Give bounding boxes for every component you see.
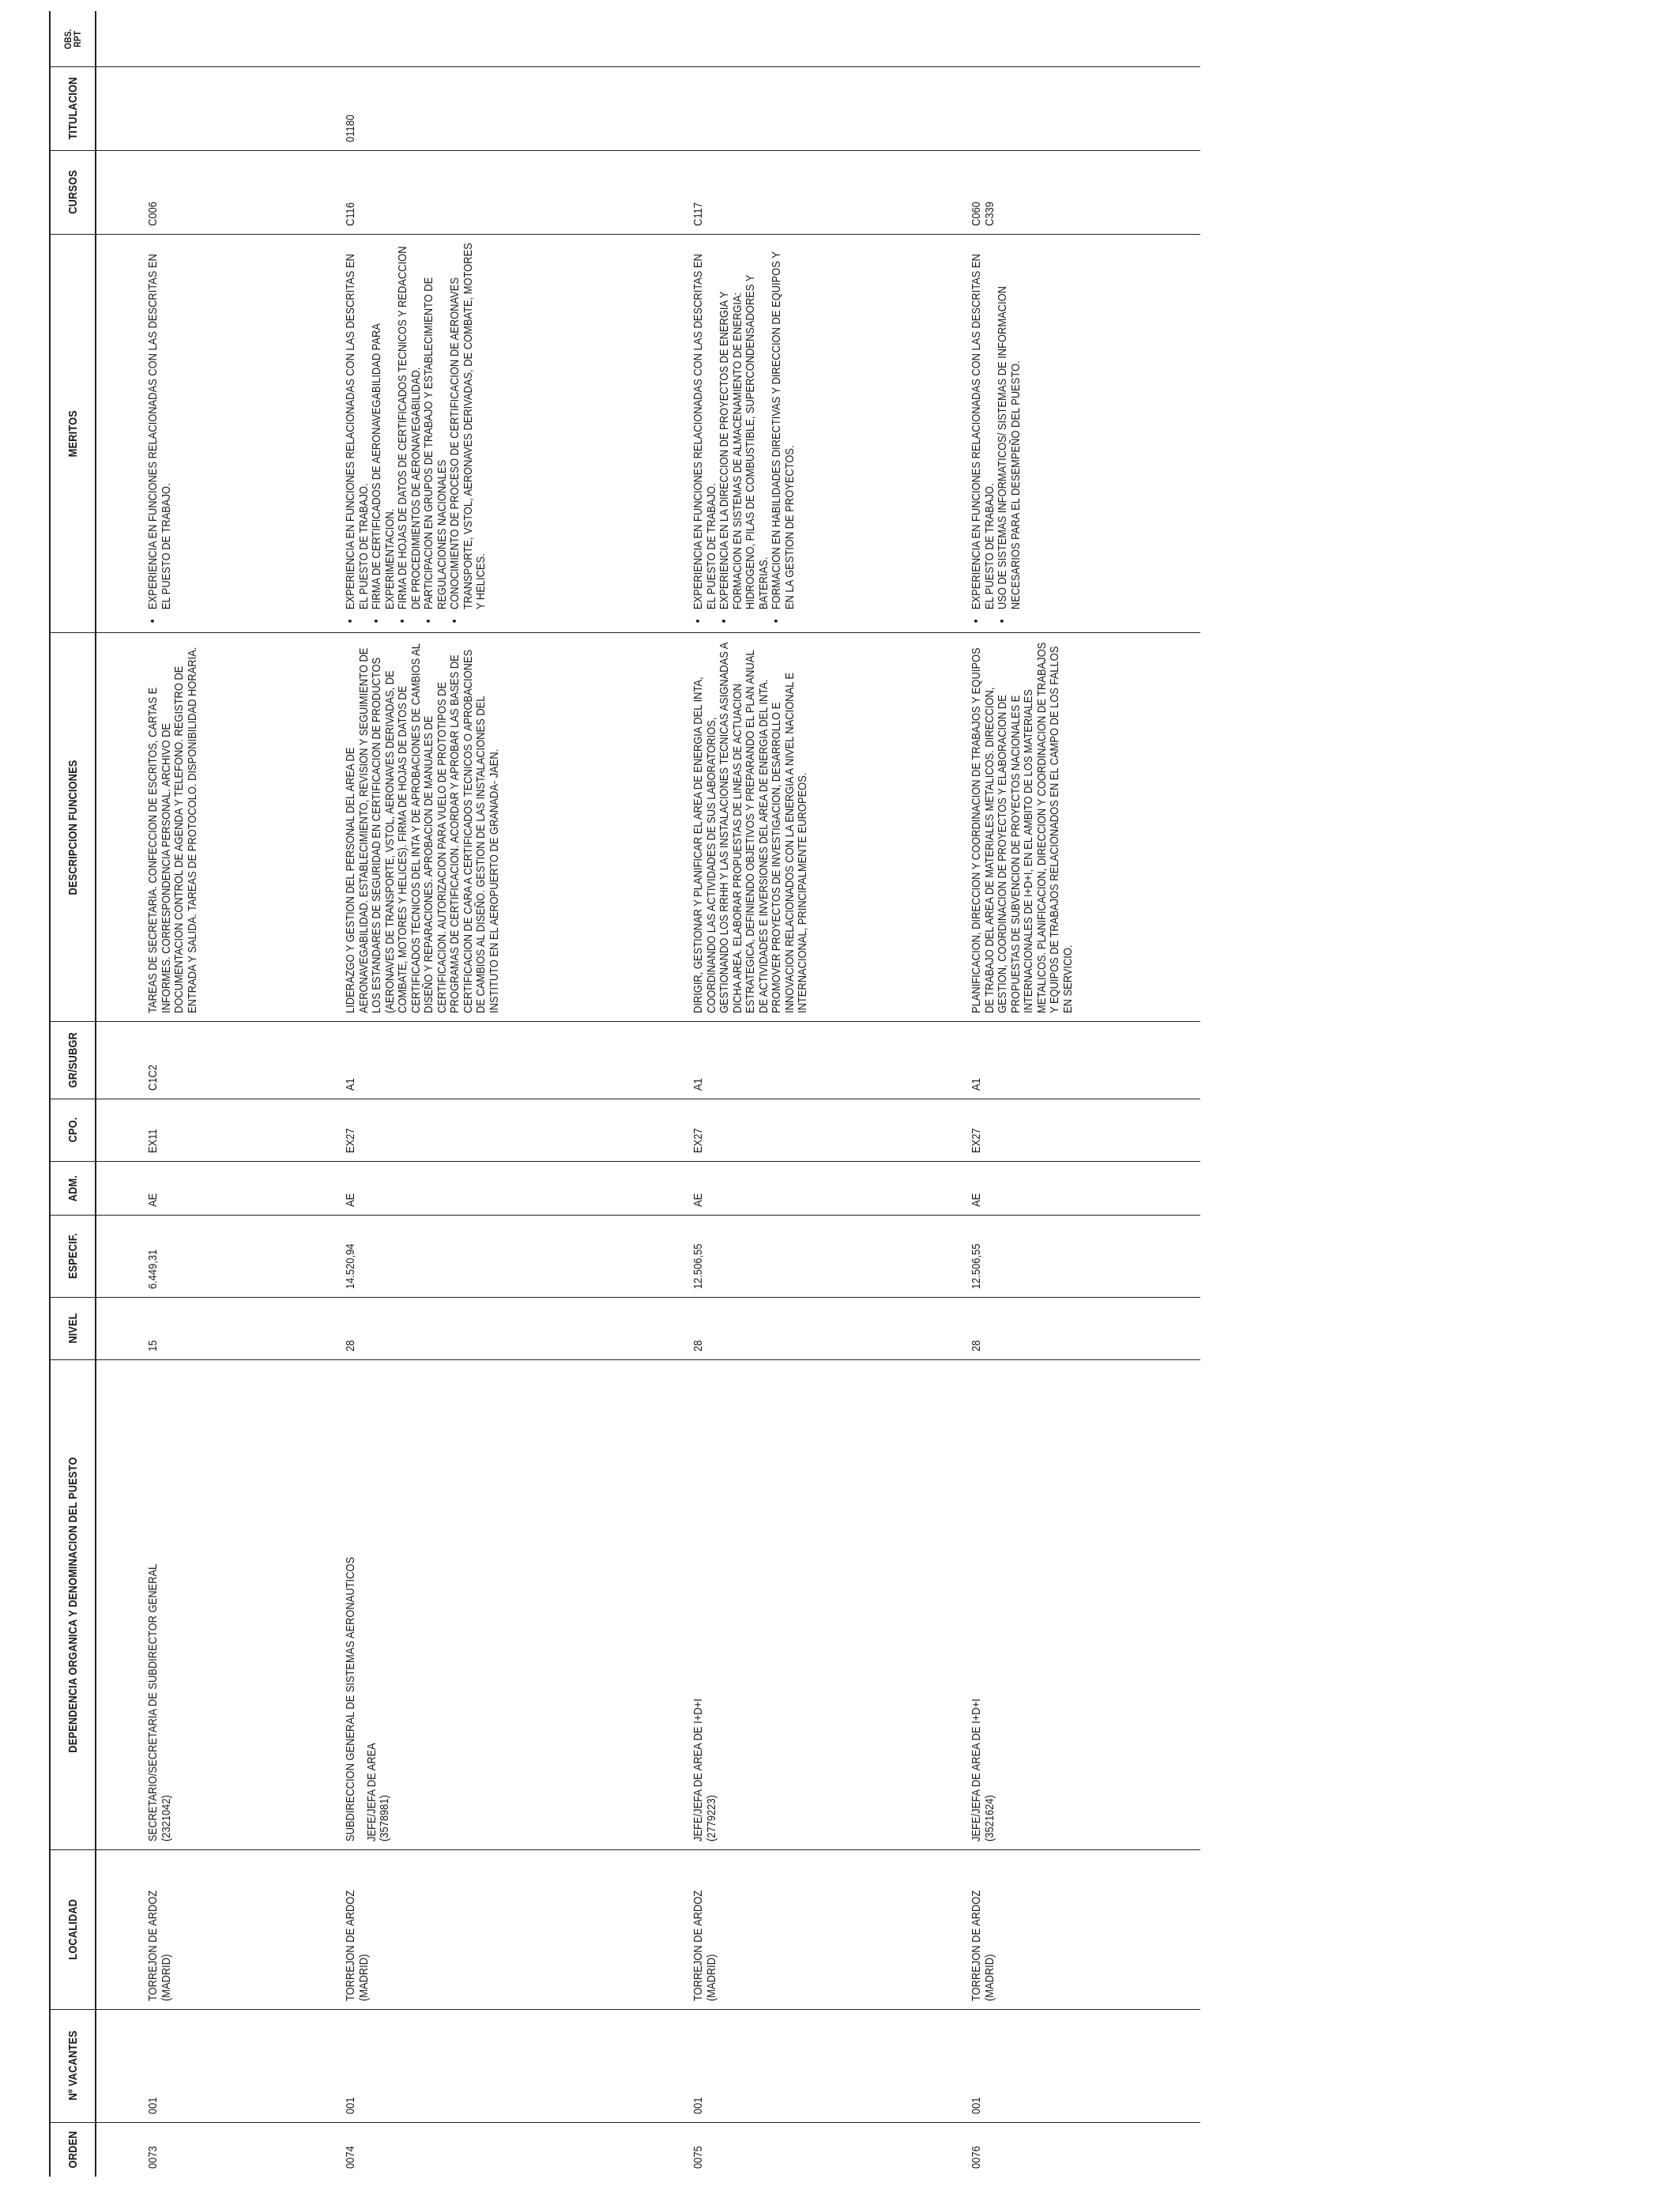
cell-adm (294, 1161, 642, 1216)
header-obs-line2: RPT (72, 30, 83, 47)
vacantes-value: 001 (970, 2097, 983, 2114)
table-row (96, 11, 294, 2177)
cpo-value: EX27 (344, 1128, 357, 1153)
header-obs-line1: OBS. (62, 28, 73, 49)
nivel-value: 28 (691, 1340, 705, 1351)
header-titulacion: TITULACION (50, 73, 96, 145)
puesto-code: (2321042) (159, 1795, 173, 1842)
cell-especif (294, 1216, 642, 1298)
localidad-line2: (MADRID) (356, 1954, 371, 2001)
curso-code: C116 (344, 202, 357, 226)
cpo-value: EX27 (970, 1128, 983, 1153)
puesto-code: (3521624) (982, 1795, 996, 1842)
cell-nivel (96, 1297, 294, 1359)
cell-especif (920, 1216, 1200, 1298)
descripcion-text: PLANIFICACION, DIRECCION Y COORDINACION DE TRABAJOS Y EQUIPOS DE TRABAJO DEL AREA DE MATERIALES METALICOS. DIRECCION, GESTION, COORDINACION DE PROYECTOS Y ELABORACION DE PROPUESTAS DE SUBVENCION DE PROYECTOS NACIONALES E INTERNACIONALES DE I+D+I, EN EL AMBITO DE LOS MATERIALES METALICOS. PLANIFICACION, DIRECCION Y COORDINACION DE TRABAJOS Y EQUIPOS DE TRABAJOS RELACIONADOS EN EL CAMPO DE LOS FALLOS EN SERVICIO. (970, 642, 1075, 1014)
table-row (294, 11, 642, 2177)
cell-localidad (294, 1850, 642, 2009)
cell-descripcion (642, 633, 920, 1022)
table-row (642, 11, 920, 2177)
cell-orden (294, 2123, 642, 2177)
puesto-name: SECRETARIO/SECRETARIA DE SUBDIRECTOR GENERAL (146, 1564, 160, 1842)
curso-code: C339 (982, 202, 996, 226)
puesto-code: (2779223) (704, 1795, 718, 1842)
cell-vacantes (642, 2009, 920, 2122)
header-especif: ESPECIF. (50, 1221, 96, 1291)
orden-value: 0074 (344, 2146, 357, 2169)
cell-cpo (294, 1099, 642, 1161)
cell-nivel (294, 1297, 642, 1359)
cell-nivel (920, 1297, 1200, 1359)
merito-item: • FIRMA DE CERTIFICADOS DE AERONAVEGABILIDAD PARA EXPERIMENTACION. (371, 242, 397, 609)
adm-value: AE (146, 1193, 160, 1208)
merito-item: • EXPERIENCIA EN FUNCIONES RELACIONADAS CON LAS DESCRITAS EN EL PUESTO DE TRABAJO. (147, 242, 173, 609)
cell-descripcion (920, 633, 1200, 1022)
cell-orden (96, 2123, 294, 2177)
cell-titulacion (294, 67, 642, 151)
cell-vacantes (294, 2009, 642, 2122)
cell-meritos (920, 234, 1200, 632)
cursos-list (345, 157, 358, 226)
adm-value: AE (344, 1193, 357, 1208)
cell-titulacion (642, 67, 920, 151)
cell-obs (920, 11, 1200, 67)
cell-meritos (642, 234, 920, 632)
cell-localidad (96, 1850, 294, 2009)
grsubgr-value: C1C2 (146, 1064, 160, 1091)
header-dependencia: DEPENDENCIA ORGANICA Y DENOMINACION DEL PUESTO (50, 1394, 96, 1816)
localidad-line2: (MADRID) (982, 1954, 996, 2001)
puesto-name: JEFE/JEFA DE AREA (364, 1743, 379, 1842)
merito-item: • CONOCIMIENTO DE PROCESO DE CERTIFICACION DE AERONAVES TRANSPORTE, VSTOL, AERONAVES DERIVADAS, DE COMBATE, MOTORES Y HELICES. (449, 242, 488, 609)
cpo-value: EX27 (691, 1128, 705, 1153)
cell-cursos (642, 151, 920, 235)
cursos-list (692, 157, 706, 226)
header-cpo: CPO. (50, 1103, 96, 1157)
grsubgr-value: A1 (344, 1077, 357, 1091)
vacantes-value: 001 (691, 2097, 705, 2114)
cell-descripcion (96, 633, 294, 1022)
especif-value: 12.506,55 (691, 1243, 705, 1289)
descripcion-text: LIDERAZGO Y GESTION DEL PERSONAL DEL AREA DE AERONAVEGABILIDAD. ESTABLECIMIENTO, REVISION Y SEGUIMIENTO DE LOS ESTANDARES DE SEGURIDAD EN CERTIFICACION DE PRODUCTOS (AERONAVES DE TRANSPORTE, VSTOL, AERONAVES DERIVADAS, DE COMBATE, MOTORES Y HELICES). FIRMA DE HOJAS DE DATOS DE CERTIFICADOS TECNICOS DEL INTA Y DE APROBACIONES DE CAMBIOS AL DISEÑO Y REPARACIONES. APROBACION DE MANUALES DE CERTIFICACION. AUTORIZACION PARA VUELO DE PROTOTIPOS DE PROGRAMAS DE CERTIFICACION. ACORDAR Y APROBAR LAS BASES DE CERTIFICACION DE CARA A CERTIFICADOS TECNICOS O APROBACIONES DE CAMBIOS AL DISEÑO. GESTION DE LAS INSTALACIONES DEL INSTITUTO EN EL AEROPUERTO DE GRANADA- JAEN. (344, 643, 501, 1014)
cell-dependencia (96, 1359, 294, 1850)
cell-obs (96, 11, 294, 67)
descripcion-text: DIRIGIR, GESTIONAR Y PLANIFICAR EL AREA DE ENERGIA DEL INTA, COORDINANDO LAS ACTIVIDADES DE SUS LABORATORIOS, GESTIONANDO LOS RRHH Y LAS INSTALACIONES TECNICAS ASIGNADAS A DICHA AREA. ELABORAR PROPUESTAS DE LINEAS DE ACTUACION ESTRATEGICA, DEFINIENDO OBJETIVOS Y PREPARANDO EL PLAN ANUAL DE ACTIVIDADES E INVERSIONES DEL AREA DE ENERGIA DEL INTA. PROMOVER PROYECTOS DE INVESTIGACION, DESARROLLO E INNOVACION RELACIONADOS CON LA ENERGIA A NIVEL NACIONAL E INTERNACIONAL, PRINCIPALMENTE EUROPEOS. (691, 643, 809, 1014)
especif-value: 12.506,55 (970, 1243, 983, 1289)
curso-code: C006 (146, 202, 160, 226)
nivel-value: 15 (146, 1340, 160, 1351)
meritos-list (147, 242, 173, 624)
cell-dependencia (642, 1359, 920, 1850)
descripcion-text: TAREAS DE SECRETARIA. CONFECCION DE ESCRITOS, CARTAS E INFORMES. CORRESPONDENCIA PERSONAL. ARCHIVO DE DOCUMENTACION CONTROL DE AGENDA Y TELEFONO. REGISTRO DE ENTRADA Y SALIDA. TAREAS DE PROTOCOLO. DISPONIBILIDAD HORARIA. (146, 647, 199, 1014)
cell-especif (642, 1216, 920, 1298)
meritos-list (692, 242, 797, 624)
cell-localidad (920, 1850, 1200, 2009)
especif-value: 14.520,94 (344, 1243, 357, 1289)
merito-item: • EXPERIENCIA EN LA DIRECCION DE PROYECTOS DE ENERGIA Y FORMACION EN SISTEMAS DE ALMACENAMIENTO DE ENERGIA: HIDROGENO, PILAS DE COMBUSTIBLE, SUPERCONDENSADORES Y BATERIAS. (718, 242, 770, 609)
localidad-line2: (MADRID) (704, 1954, 718, 2001)
puesto-name: JEFE/JEFA DE AREA DE I+D+I (691, 1698, 705, 1842)
cell-adm (920, 1161, 1200, 1216)
merito-item: • EXPERIENCIA EN FUNCIONES RELACIONADAS CON LAS DESCRITAS EN EL PUESTO DE TRABAJO. (970, 242, 996, 609)
header-localidad: LOCALIDAD (50, 1861, 96, 1998)
nivel-value: 28 (344, 1340, 357, 1351)
localidad-line1: TORREJON DE ARDOZ (691, 1890, 705, 2001)
header-obs-rpt (50, 15, 96, 63)
cell-vacantes (96, 2009, 294, 2122)
cell-orden (642, 2123, 920, 2177)
cell-cursos (920, 151, 1200, 235)
cell-meritos (96, 234, 294, 632)
merito-item: • FORMACION EN HABILIDADES DIRECTIVAS Y DIRECCION DE EQUIPOS Y EN LA GESTION DE PROYECTOS. (770, 242, 797, 609)
grsubgr-value: A1 (970, 1077, 983, 1091)
cell-titulacion (920, 67, 1200, 151)
localidad-line1: TORREJON DE ARDOZ (344, 1890, 357, 2001)
cell-titulacion (96, 67, 294, 151)
orden-value: 0076 (970, 2146, 983, 2169)
cursos-list (970, 157, 996, 226)
header-adm: ADM. (50, 1165, 96, 1212)
cell-especif (96, 1216, 294, 1298)
meritos-list (345, 242, 488, 624)
cpo-value: EX11 (146, 1129, 160, 1153)
orden-value: 0075 (691, 2146, 705, 2169)
grsubgr-value: A1 (691, 1077, 705, 1091)
cell-cpo (96, 1099, 294, 1161)
cell-orden (920, 2123, 1200, 2177)
curso-code: C117 (691, 202, 705, 226)
cell-grsubgr (642, 1022, 920, 1099)
localidad-line1: TORREJON DE ARDOZ (970, 1890, 983, 2001)
puesto-code: (3578981) (378, 1795, 391, 1842)
merito-item: • PARTICIPACION EN GRUPOS DE TRABAJO Y ESTABLECIMIENTO DE REGULACIONES NACIONALES (423, 242, 449, 609)
localidad-line1: TORREJON DE ARDOZ (146, 1890, 160, 2001)
merito-item: • EXPERIENCIA EN FUNCIONES RELACIONADAS CON LAS DESCRITAS EN EL PUESTO DE TRABAJO. (692, 242, 718, 609)
header-vacantes: Nº VACANTES (50, 2017, 96, 2114)
vacantes-value: 001 (146, 2097, 160, 2114)
cell-adm (96, 1161, 294, 1216)
vacancies-table (49, 11, 1200, 2177)
header-grsubgr: GR/SUBGR (50, 1027, 96, 1094)
nivel-value: 28 (970, 1340, 983, 1351)
header-cursos: CURSOS (50, 156, 96, 228)
cell-grsubgr (294, 1022, 642, 1099)
cell-dependencia (294, 1359, 642, 1850)
table-row (920, 11, 1200, 2177)
cell-cursos (96, 151, 294, 235)
adm-value: AE (970, 1193, 983, 1208)
header-orden: ORDEN (50, 2126, 96, 2173)
cell-meritos (294, 234, 642, 632)
merito-item: • FIRMA DE HOJAS DE DATOS DE CERTIFICADOS TECNICOS Y REDACCION DE PROCEDIMIENTOS DE AERONAVEGABILIDAD. (397, 242, 423, 609)
cell-dependencia (920, 1359, 1200, 1850)
cell-obs (294, 11, 642, 67)
vacantes-value: 001 (344, 2097, 357, 2114)
cell-nivel (642, 1297, 920, 1359)
cell-grsubgr (96, 1022, 294, 1099)
header-meritos: MERITOS (50, 262, 96, 605)
meritos-list (970, 242, 1023, 624)
cell-obs (642, 11, 920, 67)
header-row (50, 11, 96, 2177)
adm-value: AE (691, 1193, 705, 1208)
merito-item: • EXPERIENCIA EN FUNCIONES RELACIONADAS CON LAS DESCRITAS EN EL PUESTO DE TRABAJO. (345, 242, 371, 609)
cell-adm (642, 1161, 920, 1216)
header-nivel: NIVEL (50, 1302, 96, 1355)
cell-vacantes (920, 2009, 1200, 2122)
puesto-name: JEFE/JEFA DE AREA DE I+D+I (970, 1698, 983, 1842)
titulacion-value: 01180 (344, 115, 357, 142)
table-body (96, 11, 1200, 2177)
cell-grsubgr (920, 1022, 1200, 1099)
cell-cpo (920, 1099, 1200, 1161)
cell-cpo (642, 1099, 920, 1161)
cell-localidad (642, 1850, 920, 2009)
cell-cursos (294, 151, 642, 235)
especif-value: 6.449,31 (146, 1249, 160, 1289)
curso-code: C060 (970, 202, 983, 226)
localidad-line2: (MADRID) (159, 1954, 173, 2001)
header-descripcion: DESCRIPCION FUNCIONES (50, 660, 96, 994)
cursos-list (147, 157, 160, 226)
dependencia-subheading: SUBDIRECCION GENERAL DE SISTEMAS AERONAUTICOS (344, 1557, 357, 1842)
merito-item: • USO DE SISTEMAS INFORMATICOS/ SISTEMAS DE INFORMACION NECESARIOS PARA EL DESEMPEÑO DEL PUESTO. (996, 242, 1023, 609)
orden-value: 0073 (146, 2146, 160, 2169)
cell-descripcion (294, 633, 642, 1022)
